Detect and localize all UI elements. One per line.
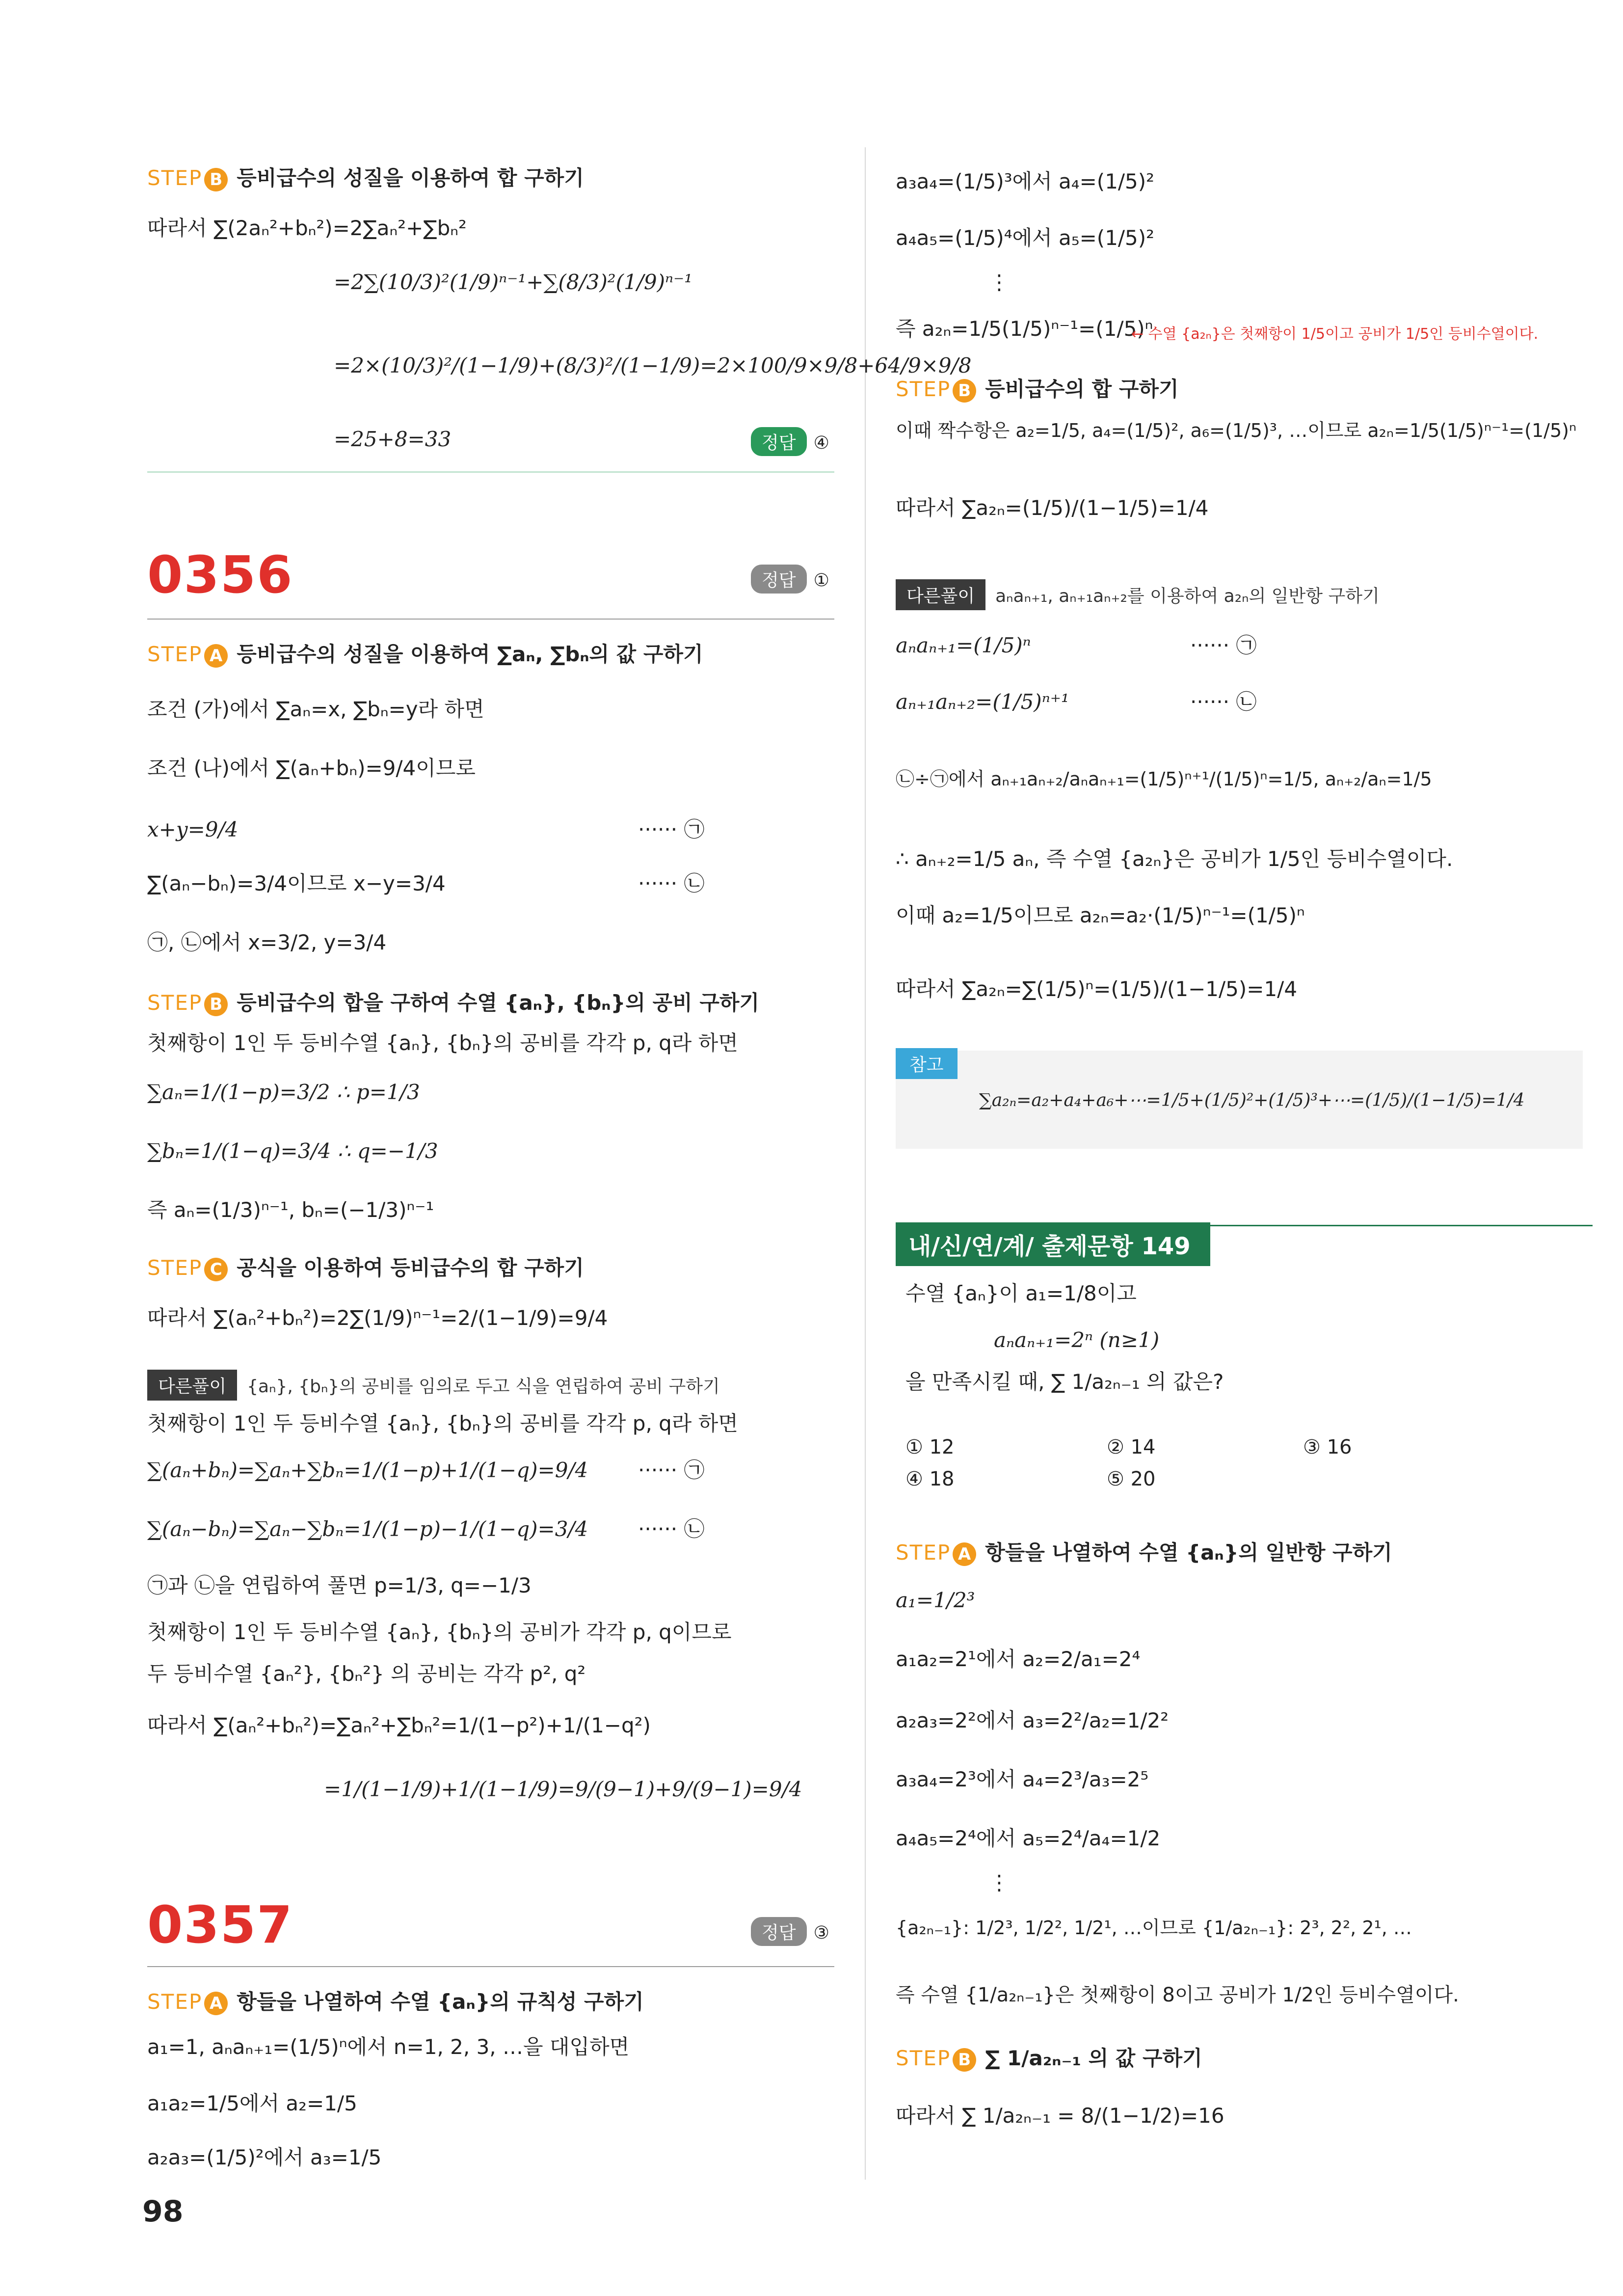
step-letter-icon: A [953,1542,976,1566]
solution-line: {a₂ₙ₋₁}: 1/2³, 1/2², 1/2¹, …이므로 {1/a₂ₙ₋₁}: 2³, 2², 2¹, … [896,1917,1412,1939]
solution-line: a₂a₃=(1/5)²에서 a₃=1/5 [147,2145,382,2169]
step-letter-icon: C [204,1258,228,1281]
choice-1: ① 12 [905,1436,955,1459]
step-letter-icon: A [204,1992,228,2015]
solution-line: 따라서 ∑ 1/a₂ₙ₋₁ = 8/(1−1/2)=16 [896,2104,1224,2128]
solution-line: 조건 (가)에서 ∑aₙ=x, ∑bₙ=y라 하면 [147,697,484,721]
solution-line: 따라서 ∑a₂ₙ=(1/5)/(1−1/5)=1/4 [896,496,1209,520]
step-letter-icon: B [204,168,228,191]
solution-line: ㉡÷㉠에서 aₙ₊₁aₙ₊₂/aₙaₙ₊₁=(1/5)ⁿ⁺¹/(1/5)ⁿ=1/5, aₙ₊₂/aₙ=1/5 [896,768,1432,790]
problem-number: 0356 [147,545,293,605]
solution-line: =2×(10/3)²/(1−1/9)+(8/3)²/(1−1/9)=2×100/9×9/8+64/9×9/8 [334,353,972,378]
solution-line: 이때 짝수항은 a₂=1/5, a₄=(1/5)², a₆=(1/5)³, …이므로 a₂ₙ=1/5(1/5)ⁿ⁻¹=(1/5)ⁿ [896,420,1577,441]
solution-line: ㉠, ㉡에서 x=3/2, y=3/4 [147,930,387,954]
solution-line: =25+8=33 [334,427,452,451]
solution-line: a₁a₂=1/5에서 a₂=1/5 [147,2091,357,2115]
solution-line: a₃a₄=2³에서 a₄=2³/a₃=2⁵ [896,1767,1149,1791]
solution-line: a₂a₃=2²에서 a₃=2²/a₂=1/2² [896,1708,1169,1732]
solution-line: ∴ aₙ₊₂=1/5 aₙ, 즉 수열 {a₂ₙ}은 공비가 1/5인 등비수열이다. [896,847,1453,871]
solution-line: 즉 수열 {1/a₂ₙ₋₁}은 첫째항이 8이고 공비가 1/2인 등비수열이다. [896,1984,1459,2006]
choice-2: ② 14 [1107,1436,1156,1459]
choice-3: ③ 16 [1303,1436,1352,1459]
linked-problem-header: 내/신/연/계/ 출제문항 149 [896,1222,1210,1266]
answer-badge: 정답 ③ [751,1917,829,1946]
question-line: 수열 {aₙ}이 a₁=1/8이고 [905,1281,1137,1305]
solution-line: a₁=1, aₙaₙ₊₁=(1/5)ⁿ에서 n=1, 2, 3, …을 대입하면 [147,2035,630,2059]
solution-line: a₁=1/2³ [896,1588,975,1612]
solution-line: ∑(aₙ+bₙ)=∑aₙ+∑bₙ=1/(1−p)+1/(1−q)=9/4 [147,1458,588,1482]
vertical-ellipsis: ⋮ [989,1870,1010,1894]
reference-line: ∑a₂ₙ=a₂+a₄+a₆+⋯=1/5+(1/5)²+(1/5)³+⋯=(1/5)/(1−1/5)=1/4 [979,1090,1525,1110]
answer-badge: 정답 ④ [751,427,829,456]
equation-mark: ······ ㉠ [638,1458,705,1482]
alt-solution-header: 다른풀이 aₙaₙ₊₁, aₙ₊₁aₙ₊₂를 이용하여 a₂ₙ의 일반항 구하기 [896,579,1380,610]
solution-line: ∑(aₙ−bₙ)=∑aₙ−∑bₙ=1/(1−p)−1/(1−q)=3/4 [147,1517,588,1541]
solution-line: x+y=9/4 [147,817,239,841]
solution-line: =1/(1−1/9)+1/(1−1/9)=9/(9−1)+9/(9−1)=9/4 [324,1777,802,1801]
solution-line: 즉 a₂ₙ=1/5(1/5)ⁿ⁻¹=(1/5)ⁿ [896,317,1153,341]
solution-line: ∑(aₙ−bₙ)=3/4이므로 x−y=3/4 [147,871,446,895]
solution-line: 따라서 ∑(aₙ²+bₙ²)=∑aₙ²+∑bₙ²=1/(1−p²)+1/(1−q²) [147,1713,651,1737]
solution-line: 첫째항이 1인 두 등비수열 {aₙ}, {bₙ}의 공비를 각각 p, q라 하면 [147,1031,738,1055]
step-letter-icon: B [204,993,228,1016]
vertical-ellipsis: ⋮ [989,270,1010,294]
solution-line: 조건 (나)에서 ∑(aₙ+bₙ)=9/4이므로 [147,756,476,780]
solution-line: a₁a₂=2¹에서 a₂=2/a₁=2⁴ [896,1647,1141,1671]
solution-line: aₙaₙ₊₁=(1/5)ⁿ [896,633,1031,657]
problem-number: 0357 [147,1895,293,1955]
solution-line: ∑aₙ=1/(1−p)=3/2 ∴ p=1/3 [147,1080,420,1104]
step-heading: STEP B 등비급수의 합을 구하여 수열 {aₙ}, {bₙ}의 공비 구하기 [147,987,759,1016]
solution-line: 첫째항이 1인 두 등비수열 {aₙ}, {bₙ}의 공비가 각각 p, q이므로 [147,1620,732,1644]
question-line: 을 만족시킬 때, ∑ 1/a₂ₙ₋₁ 의 값은? [905,1370,1224,1394]
solution-line: ∑bₙ=1/(1−q)=3/4 ∴ q=−1/3 [147,1139,438,1163]
solution-line: a₄a₅=(1/5)⁴에서 a₅=(1/5)² [896,226,1155,250]
choice-4: ④ 18 [905,1468,955,1490]
step-heading: STEP A 항들을 나열하여 수열 {aₙ}의 규칙성 구하기 [147,1986,644,2015]
answer-badge: 정답 ① [751,565,829,594]
problem-rule [147,1966,834,1967]
step-letter-icon: B [953,2048,976,2072]
step-heading: STEP B 등비급수의 성질을 이용하여 합 구하기 [147,162,584,191]
equation-mark: ······ ㉠ [1190,633,1257,657]
step-heading: STEP B ∑ 1/a₂ₙ₋₁ 의 값 구하기 [896,2042,1202,2072]
step-letter-icon: B [953,379,976,403]
solution-line: 따라서 ∑(2aₙ²+bₙ²)=2∑aₙ²+∑bₙ² [147,216,467,240]
equation-mark: ······ ㉡ [1190,690,1257,714]
step-letter-icon: A [204,644,228,668]
step-heading: STEP A 등비급수의 성질을 이용하여 ∑aₙ, ∑bₙ의 값 구하기 [147,638,703,668]
page-number: 98 [142,2194,184,2229]
solution-line: 두 등비수열 {aₙ²}, {bₙ²} 의 공비는 각각 p², q² [147,1662,586,1686]
solution-line: 따라서 ∑a₂ₙ=∑(1/5)ⁿ=(1/5)/(1−1/5)=1/4 [896,977,1298,1001]
solution-line: ㉠과 ㉡을 연립하여 풀면 p=1/3, q=−1/3 [147,1573,532,1597]
solution-line: aₙ₊₁aₙ₊₂=(1/5)ⁿ⁺¹ [896,690,1069,714]
solution-line: =2∑(10/3)²(1/9)ⁿ⁻¹+∑(8/3)²(1/9)ⁿ⁻¹ [334,270,692,294]
solution-line: 즉 aₙ=(1/3)ⁿ⁻¹, bₙ=(−1/3)ⁿ⁻¹ [147,1198,434,1222]
reference-label: 참고 [896,1048,958,1079]
solution-line: 첫째항이 1인 두 등비수열 {aₙ}, {bₙ}의 공비를 각각 p, q라 하면 [147,1411,738,1435]
solution-line: 따라서 ∑(aₙ²+bₙ²)=2∑(1/9)ⁿ⁻¹=2/(1−1/9)=9/4 [147,1306,608,1330]
step-heading: STEP B 등비급수의 합 구하기 [896,373,1179,403]
step-heading: STEP A 항들을 나열하여 수열 {aₙ}의 일반항 구하기 [896,1537,1392,1566]
choice-5: ⑤ 20 [1107,1468,1156,1490]
equation-mark: ······ ㉠ [638,817,705,841]
side-note: ← 수열 {a₂ₙ}은 첫째항이 1/5이고 공비가 1/5인 등비수열이다. [1131,325,1539,343]
equation-mark: ······ ㉡ [638,871,705,895]
step-heading: STEP C 공식을 이용하여 등비급수의 합 구하기 [147,1252,584,1281]
solution-line: a₄a₅=2⁴에서 a₅=2⁴/a₄=1/2 [896,1826,1161,1850]
question-line: aₙaₙ₊₁=2ⁿ (n≥1) [994,1328,1160,1352]
solution-line: 이때 a₂=1/5이므로 a₂ₙ=a₂·(1/5)ⁿ⁻¹=(1/5)ⁿ [896,903,1305,927]
equation-mark: ······ ㉡ [638,1517,705,1541]
solution-line: a₃a₄=(1/5)³에서 a₄=(1/5)² [896,169,1155,193]
section-rule [147,471,834,473]
alt-solution-header: 다른풀이 {aₙ}, {bₙ}의 공비를 임의로 두고 식을 연립하여 공비 구하기 [147,1370,720,1401]
problem-rule [147,619,834,620]
column-divider [865,147,866,2180]
